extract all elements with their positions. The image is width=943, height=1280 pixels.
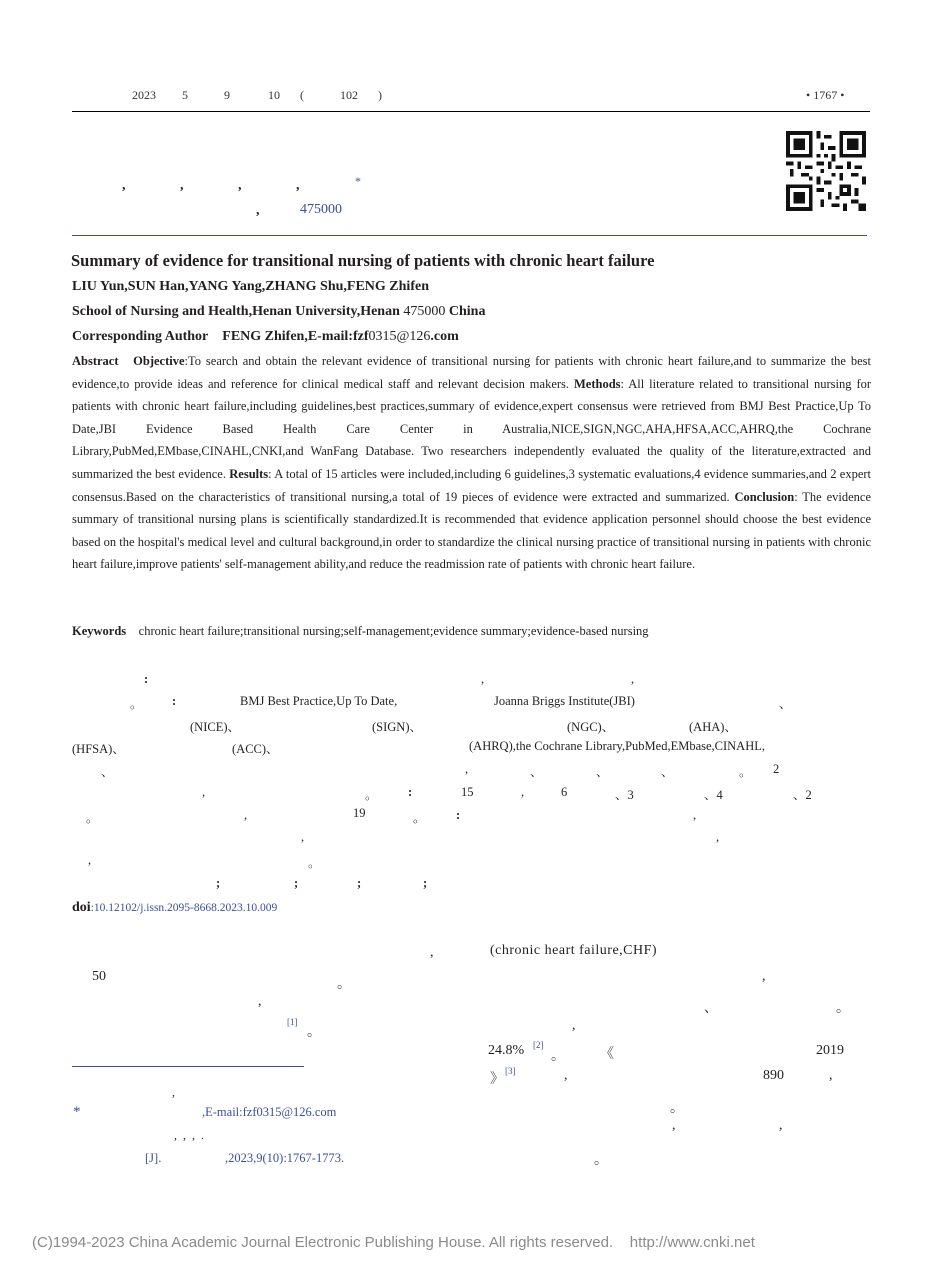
copyright-notice: (C)1994-2023 China Academic Journal Electronic Publishing House. All rights reserved. http://www.cnki.net [32,1234,755,1251]
qr-code-icon [786,131,866,211]
cn-postcode: 475000 [300,202,342,217]
body-number: 890 [763,1068,784,1083]
methods-text: : All literature related to transitional nursing for patients with chronic heart failure,including guidelines,best practices,summary of evidence,expert consensus were retrieved from BMJ Best Practice,Up To Date,JBI Evidence Based Health Care Center in Australia,NICE,SIGN,NGC,AHA,HFSA,ACC,AHRQ,the Cochrane Library,PubMed,EMbase,CINAHL,CNKI,and WanFang Database. Two researchers independently evaluated the quality of the literature,extracted and summarized the best evidence. [72,376,872,481]
cn-abs-punc: 、 [596,765,609,779]
english-abstract [72,350,871,576]
header-rule [72,111,870,112]
body-punc: 。 [551,1049,565,1064]
affiliation-country: China [448,304,486,319]
english-authors: LIU Yun,SUN Han,YANG Yang,ZHANG Shu,FENG Zhifen [72,279,429,294]
cn-keyword-sep: ; [216,876,221,890]
affiliation-text: School of Nursing and Health,Henan University,Henan [72,304,400,319]
corresponding-email-num: 0315@126 [368,329,431,344]
body-punc: 。 [594,1153,608,1168]
cn-abs-colon: : [172,694,177,708]
cn-abs-punc: 、 [530,765,543,779]
conclusion-label: Conclusion [734,489,795,504]
body-punc: , [572,1018,576,1033]
cn-keyword-sep: ; [423,876,428,890]
cn-keyword-sep: ; [357,876,362,890]
body-punc: , [430,945,434,960]
cn-abs-number: 2 [773,762,780,776]
header-month: 5 [182,88,188,102]
objective-label: Objective [133,354,185,368]
english-affiliation [72,304,485,320]
citation-tag: [J]. [145,1151,162,1165]
corresponding-label: Corresponding Author [72,329,209,344]
cn-abs-source: (HFSA)、 [72,742,125,756]
body-punc: 。 [337,977,351,992]
citation-punc: , , , . [174,1128,204,1142]
body-year: 2019 [816,1043,844,1058]
methods-label: Methods [574,376,621,391]
cn-abs-number: 19 [353,806,366,820]
cn-abs-punc: 。 [413,811,426,825]
english-title: Summary of evidence for transitional nursing of patients with chronic heart failure [71,251,655,270]
body-punc: , [762,969,766,984]
body-punc: 《 [600,1047,614,1062]
cn-abs-colon: : [408,785,413,799]
cn-abs-punc: , [693,808,697,822]
body-punc: 。 [836,1001,850,1016]
cn-abs-number: 、2 [793,788,812,802]
body-punc: 。 [307,1025,321,1040]
body-number: 50 [92,969,106,984]
citation-ref-1: [1] [287,1017,298,1027]
cn-abs-source: (AHRQ),the Cochrane Library,PubMed,EMbase,CINAHL, [469,739,765,753]
cn-abs-number: 15 [461,785,474,799]
objective-text: :To search and obtain the relevant evidence of transitional nursing for patients with chronic heart failure,and to summarize the best evidence,to provide ideas and reference for clinical medical staff and relevant decision makers. [72,354,871,391]
body-punc: 》 [490,1072,504,1087]
footnote-punc: , [172,1085,175,1099]
results-text: : A total of 15 articles were included,including 6 guidelines,3 systematic evaluations,4 evidence summaries,and 2 expert consensus.Based on the characteristics of transitional nursing,a total of 19 pieces of evidence were extracted and summarized. [72,466,872,504]
results-label: Results [229,466,269,481]
citation-source: ,2023,9(10):1767-1773. [225,1151,345,1165]
cn-abs-punc: 。 [739,765,752,779]
body-punc: , [672,1118,676,1133]
title-rule [72,235,867,236]
header-paren-close: ) [378,88,382,102]
cn-abs-punc: 、 [661,765,674,779]
cn-abs-source: (AHA)、 [689,720,737,734]
footnote-email: ,E-mail:fzf0315@126.com [202,1105,337,1119]
cn-abs-punc: , [465,762,469,776]
cn-abs-source: Joanna Briggs Institute(JBI) [494,694,635,708]
body-punc: , [564,1068,568,1083]
cn-abs-punc: 、 [779,697,792,711]
cn-abs-punc: , [88,853,92,867]
header-issue: 10 [268,88,280,102]
header-volume: 9 [224,88,230,102]
header-page-number: • 1767 • [806,88,845,102]
cn-abs-source: (ACC)、 [232,742,279,756]
body-punc: , [258,994,262,1009]
citation-ref-3: [3] [505,1066,516,1076]
cn-keyword-sep: ; [294,876,299,890]
body-punc: , [829,1068,833,1083]
cn-author-sep-2: , [180,178,184,193]
cn-abs-punc: 。 [308,856,321,870]
doi-label: doi [72,900,91,915]
corresponding-name: FENG Zhifen,E-mail:fzf [222,329,369,344]
body-punc: 、 [704,1001,718,1016]
header-year: 2023 [132,88,156,102]
english-keywords [72,624,649,639]
cn-author-sep-3: , [238,178,242,193]
cn-abs-punc: 、 [101,765,114,779]
cn-abs-punc: , [631,672,635,686]
corresponding-author [72,329,459,345]
cn-abs-punc: 。 [130,697,143,711]
cn-abs-source: (NICE)、 [190,720,240,734]
cn-abs-punc: 。 [365,788,378,802]
cn-author-sep-4: , [296,178,300,193]
footnote-rule [72,1066,304,1067]
doi-line [72,898,277,916]
body-percent: 24.8% [488,1043,525,1058]
cn-abs-source: (SIGN)、 [372,720,422,734]
cn-abs-punc: 。 [86,811,99,825]
keywords-text: chronic heart failure;transitional nursing;self-management;evidence summary;evidence-based nursing [138,624,649,638]
cn-abs-punc: , [202,785,206,799]
keywords-label: Keywords [72,624,127,638]
doi-value: :10.12102/j.issn.2095-8668.2023.10.009 [90,902,278,914]
body-punc: 。 [670,1101,684,1116]
corresponding-star: * [355,174,361,188]
conclusion-text: : The evidence summary of transitional nursing plans is scientifically standardized.It is recommended that evidence application personnel should choose the best evidence based on the hospital's medical level and cultural background,in order to standardize the clinical nursing practice of transitional nursing in patients with chronic heart failure,improve patients' self-management ability,and reduce the readmission rate of patients with chronic heart failure. [72,489,871,572]
cn-affil-sep: , [256,203,260,218]
cn-abs-number: 、4 [704,788,723,802]
body-punc: , [779,1118,783,1133]
cn-abs-source: BMJ Best Practice,Up To Date, [240,694,398,708]
cn-abs-colon: : [144,672,149,686]
cn-abs-punc: , [521,785,525,799]
cn-abs-punc: , [244,808,248,822]
cn-abs-number: 、3 [615,788,634,802]
cn-author-sep-1: , [122,178,126,193]
corresponding-email-tail: .com [430,329,459,344]
cn-abs-punc: , [716,830,720,844]
cn-abs-punc: , [301,830,305,844]
header-total-issue: 102 [340,88,358,102]
body-chf-term: (chronic heart failure,CHF) [490,943,658,958]
cn-abs-source: (NGC)、 [567,720,615,734]
abstract-label: Abstract [72,354,119,368]
cn-abs-number: 6 [561,785,568,799]
header-paren-open: ( [300,88,304,102]
citation-ref-2: [2] [533,1040,544,1050]
cn-abs-colon: : [456,808,461,822]
footnote-star: * [73,1104,81,1120]
cn-abs-punc: , [481,672,485,686]
affiliation-postcode: 475000 [403,304,446,319]
